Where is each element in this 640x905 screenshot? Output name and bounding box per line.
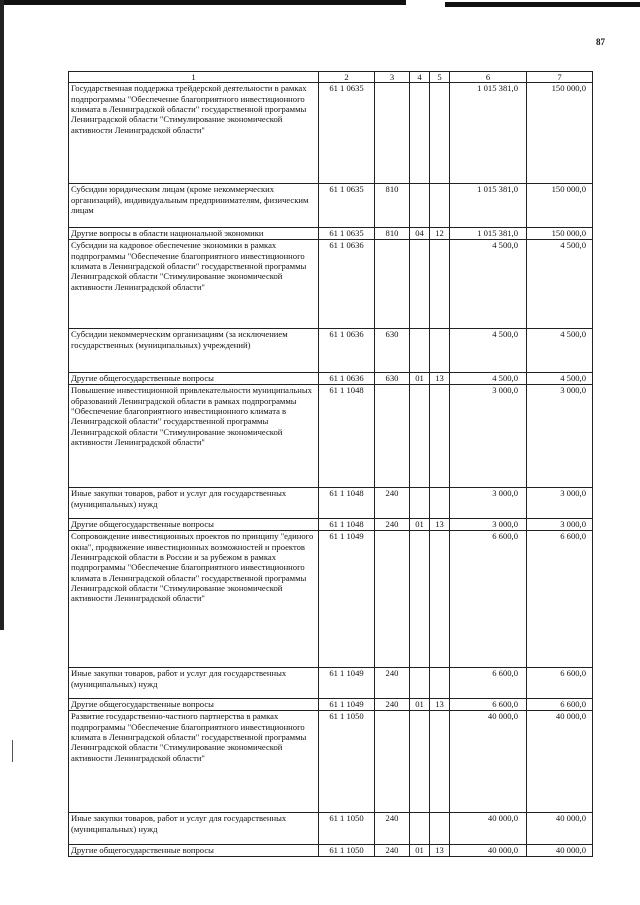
section-code	[410, 83, 430, 184]
expense-type-code: 630	[375, 373, 410, 385]
section-code: 01	[410, 519, 430, 531]
amount-year-1: 3 000,0	[450, 488, 527, 519]
subsection-code	[430, 83, 450, 184]
column-header: 4	[410, 72, 430, 83]
subsection-code: 13	[430, 373, 450, 385]
section-code	[410, 668, 430, 699]
amount-year-1: 40 000,0	[450, 813, 527, 845]
target-article-code: 61 1 0635	[319, 228, 375, 240]
target-article-code: 61 1 0636	[319, 373, 375, 385]
expense-type-code: 240	[375, 488, 410, 519]
column-header: 5	[430, 72, 450, 83]
section-code	[410, 184, 430, 228]
scan-border-top-left	[0, 0, 406, 5]
row-name: Иные закупки товаров, работ и услуг для государственных (муниципальных) нужд	[69, 813, 319, 845]
target-article-code: 61 1 0636	[319, 240, 375, 329]
amount-year-1: 40 000,0	[450, 711, 527, 813]
budget-table	[68, 71, 593, 857]
expense-type-code: 810	[375, 228, 410, 240]
row-name: Государственная поддержка трейдерской деятельности в рамках подпрограммы "Обеспечение благоприятного инвестиционного климата в Ленинградской области" государственной программы Ленинградской области "Стимулирование экономической активности Ленинградской области"	[69, 83, 319, 184]
scan-mark	[12, 740, 13, 762]
target-article-code: 61 1 1048	[319, 519, 375, 531]
expense-type-code: 810	[375, 184, 410, 228]
section-code: 04	[410, 228, 430, 240]
target-article-code: 61 1 0635	[319, 83, 375, 184]
column-header: 6	[450, 72, 527, 83]
table-row	[69, 845, 593, 856]
table-row	[69, 228, 593, 240]
row-name: Развитие государственно-частного партнерства в рамках подпрограммы "Обеспечение благоприятного инвестиционного климата в Ленинградской области" государственной программы Ленинградской области "Стимулирование экономической активности Ленинградской области"	[69, 711, 319, 813]
expense-type-code: 630	[375, 329, 410, 373]
expense-type-code	[375, 240, 410, 329]
target-article-code: 61 1 1050	[319, 813, 375, 845]
expense-type-code: 240	[375, 845, 410, 856]
subsection-code	[430, 531, 450, 668]
row-name: Другие общегосударственные вопросы	[69, 845, 319, 856]
column-header: 7	[527, 72, 593, 83]
row-name: Субсидии на кадровое обеспечение экономики в рамках подпрограммы "Обеспечение благоприятного инвестиционного климата в Ленинградской области" государственной программы Ленинградской области "Стимулирование экономической активности Ленинградской области"	[69, 240, 319, 329]
scan-border-left	[0, 0, 4, 630]
expense-type-code: 240	[375, 699, 410, 711]
section-code: 01	[410, 373, 430, 385]
amount-year-2: 40 000,0	[527, 711, 593, 813]
column-header: 3	[375, 72, 410, 83]
amount-year-1: 6 600,0	[450, 668, 527, 699]
scan-border-top-right	[445, 2, 640, 7]
row-name: Другие общегосударственные вопросы	[69, 373, 319, 385]
subsection-code	[430, 711, 450, 813]
row-name: Другие вопросы в области национальной экономики	[69, 228, 319, 240]
subsection-code	[430, 184, 450, 228]
section-code	[410, 813, 430, 845]
section-code	[410, 385, 430, 488]
subsection-code	[430, 813, 450, 845]
amount-year-2: 4 500,0	[527, 329, 593, 373]
table-row	[69, 329, 593, 373]
expense-type-code	[375, 385, 410, 488]
amount-year-2: 40 000,0	[527, 845, 593, 856]
subsection-code	[430, 240, 450, 329]
section-code: 01	[410, 845, 430, 856]
expense-type-code	[375, 83, 410, 184]
expense-type-code: 240	[375, 519, 410, 531]
subsection-code: 12	[430, 228, 450, 240]
amount-year-2: 150 000,0	[527, 83, 593, 184]
target-article-code: 61 1 1048	[319, 385, 375, 488]
target-article-code: 61 1 1049	[319, 668, 375, 699]
amount-year-2: 150 000,0	[527, 228, 593, 240]
amount-year-2: 6 600,0	[527, 699, 593, 711]
subsection-code	[430, 329, 450, 373]
section-code	[410, 488, 430, 519]
row-name: Субсидии юридическим лицам (кроме некоммерческих организаций), индивидуальным предпринимателям, физическим лицам	[69, 184, 319, 228]
row-name: Сопровождение инвестиционных проектов по принципу "единого окна", продвижение инвестиционных возможностей и проектов Ленинградской области в России и за рубежом в рамках подпрограммы "Обеспечение благоприятного инвестиционного климата в Ленинградской области" государственной программы Ленинградской области "Стимулирование экономической активности Ленинградской области"	[69, 531, 319, 668]
target-article-code: 61 1 1048	[319, 488, 375, 519]
amount-year-2: 150 000,0	[527, 184, 593, 228]
subsection-code	[430, 668, 450, 699]
target-article-code: 61 1 0636	[319, 329, 375, 373]
target-article-code: 61 1 1049	[319, 699, 375, 711]
amount-year-1: 4 500,0	[450, 329, 527, 373]
column-header: 1	[69, 72, 319, 83]
row-name: Иные закупки товаров, работ и услуг для государственных (муниципальных) нужд	[69, 668, 319, 699]
amount-year-1: 4 500,0	[450, 240, 527, 329]
section-code	[410, 240, 430, 329]
amount-year-1: 6 600,0	[450, 699, 527, 711]
target-article-code: 61 1 0635	[319, 184, 375, 228]
table-row	[69, 373, 593, 385]
expense-type-code: 240	[375, 668, 410, 699]
row-name: Другие общегосударственные вопросы	[69, 519, 319, 531]
amount-year-2: 3 000,0	[527, 488, 593, 519]
table-row	[69, 531, 593, 668]
table-row	[69, 184, 593, 228]
table-row	[69, 385, 593, 488]
table-row	[69, 83, 593, 184]
amount-year-1: 6 600,0	[450, 531, 527, 668]
amount-year-1: 1 015 381,0	[450, 184, 527, 228]
row-name: Иные закупки товаров, работ и услуг для государственных (муниципальных) нужд	[69, 488, 319, 519]
section-code	[410, 711, 430, 813]
amount-year-2: 3 000,0	[527, 519, 593, 531]
subsection-code	[430, 488, 450, 519]
subsection-code	[430, 385, 450, 488]
row-name: Повышение инвестиционной привлекательности муниципальных образований Ленинградской области в рамках подпрограммы "Обеспечение благоприятного инвестиционного климата в Ленинградской области" государственной программы Ленинградской области "Стимулирование экономической активности Ленинградской области"	[69, 385, 319, 488]
section-code: 01	[410, 699, 430, 711]
amount-year-1: 3 000,0	[450, 519, 527, 531]
column-header: 2	[319, 72, 375, 83]
table-row	[69, 711, 593, 813]
amount-year-2: 6 600,0	[527, 668, 593, 699]
amount-year-1: 3 000,0	[450, 385, 527, 488]
amount-year-2: 4 500,0	[527, 240, 593, 329]
amount-year-2: 6 600,0	[527, 531, 593, 668]
subsection-code: 13	[430, 699, 450, 711]
table-row	[69, 813, 593, 845]
target-article-code: 61 1 1049	[319, 531, 375, 668]
expense-type-code	[375, 711, 410, 813]
expense-type-code: 240	[375, 813, 410, 845]
amount-year-2: 4 500,0	[527, 373, 593, 385]
table-row	[69, 519, 593, 531]
row-name: Другие общегосударственные вопросы	[69, 699, 319, 711]
section-code	[410, 531, 430, 668]
row-name: Субсидии некоммерческим организациям (за исключением государственных (муниципальных) учреждений)	[69, 329, 319, 373]
table-row	[69, 699, 593, 711]
expense-type-code	[375, 531, 410, 668]
target-article-code: 61 1 1050	[319, 845, 375, 856]
amount-year-2: 3 000,0	[527, 385, 593, 488]
table-row	[69, 668, 593, 699]
table-header-row	[69, 72, 593, 83]
target-article-code: 61 1 1050	[319, 711, 375, 813]
page-number: 87	[596, 37, 605, 47]
amount-year-1: 4 500,0	[450, 373, 527, 385]
amount-year-1: 1 015 381,0	[450, 83, 527, 184]
subsection-code: 13	[430, 845, 450, 856]
amount-year-1: 1 015 381,0	[450, 228, 527, 240]
subsection-code: 13	[430, 519, 450, 531]
amount-year-2: 40 000,0	[527, 813, 593, 845]
amount-year-1: 40 000,0	[450, 845, 527, 856]
table-row	[69, 488, 593, 519]
section-code	[410, 329, 430, 373]
table-row	[69, 240, 593, 329]
